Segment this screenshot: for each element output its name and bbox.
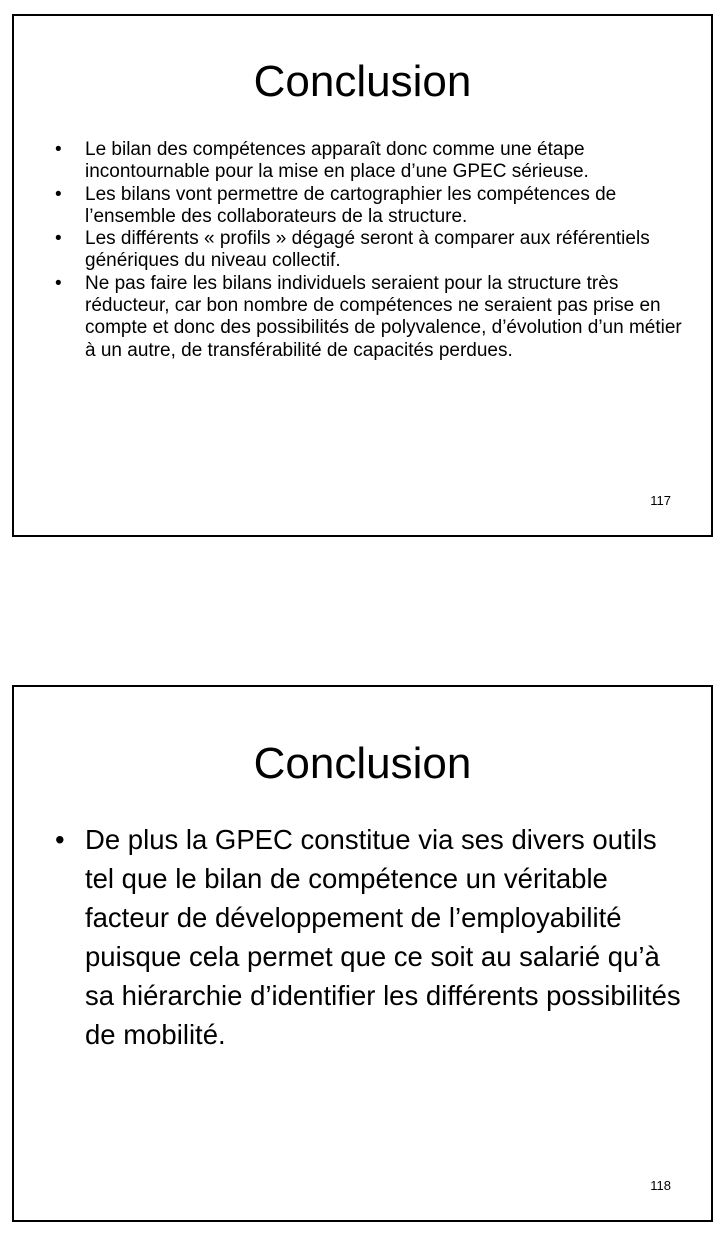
bullet-item: • Les bilans vont permettre de cartographier les compétences de l’ensemble des collaborateurs de la structure. xyxy=(54,184,687,229)
slide-title: Conclusion xyxy=(253,57,472,106)
bullet-item: • Les différents « profils » dégagé seront à comparer aux référentiels génériques du niveau collectif. xyxy=(54,228,687,273)
slide-117 xyxy=(12,14,713,537)
bullet-item: • Le bilan des compétences apparaît donc comme une étape incontournable pour la mise en place d’une GPEC sérieuse. xyxy=(54,139,687,184)
slide-title: Conclusion xyxy=(253,739,472,788)
bullet-list xyxy=(54,820,687,1054)
bullet-list xyxy=(54,139,687,362)
bullet-item: • Ne pas faire les bilans individuels seraient pour la structure très réducteur, car bon nombre de compétences ne seraient pas prise en compte et donc des possibilités de polyvalence, d’évolution d’un métier à un autre, de transférabilité de capacités perdues. xyxy=(54,273,687,362)
bullet-item: • De plus la GPEC constitue via ses divers outils tel que le bilan de compétence un véritable facteur de développement de l’employabilité puisque cela permet que ce soit au salarié qu’à sa hiérarchie d’identifier les différents possibilités de mobilité. xyxy=(54,820,687,1054)
page-number: 118 xyxy=(650,1178,671,1193)
page-number: 117 xyxy=(650,493,671,508)
slide-118 xyxy=(12,685,713,1222)
